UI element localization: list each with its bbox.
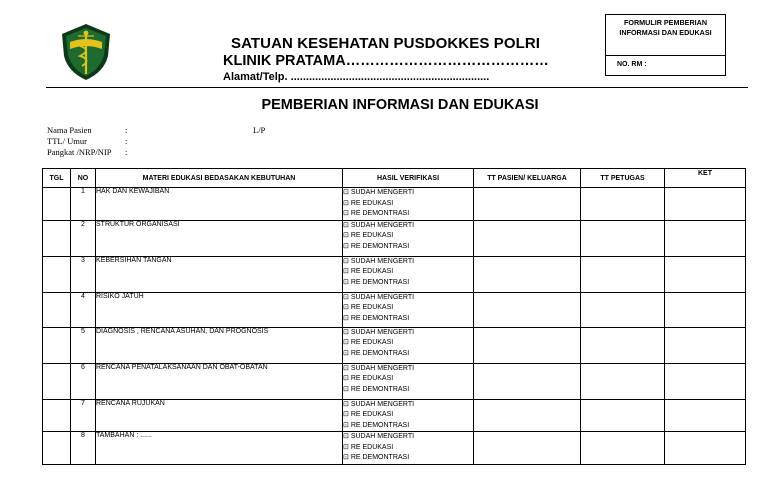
verification-options [343,432,474,465]
institution-title: SATUAN KESEHATAN PUSDOKKES POLRI [231,35,541,52]
verification-option[interactable]: ⊡ RE DEMONTRASI [343,421,410,429]
verification-option-label: SUDAH MENGERTI [350,364,415,372]
verification-option-label: RE DEMONTRASI [350,278,410,286]
verification-options [343,363,474,399]
header-tgl: TGL [43,169,71,188]
verification-option-label: SUDAH MENGERTI [350,257,415,265]
table-header-row [43,169,746,188]
row-number: 4 [71,292,96,327]
colon: : [125,125,128,135]
verification-option-label: SUDAH MENGERTI [350,328,415,336]
header-divider [46,87,748,88]
verification-option[interactable]: ⊡ RE DEMONTRASI [343,278,410,286]
rank-nrp-nip-label: Pangkat /NRP/NIP [47,147,112,157]
verification-option[interactable]: ⊡ SUDAH MENGERTI [343,189,415,196]
verification-option-label: SUDAH MENGERTI [350,400,415,408]
date-cell[interactable] [43,399,71,432]
verification-option[interactable]: ⊡ RE EDUKASI [343,232,394,239]
patient-signature-cell[interactable] [474,327,581,363]
rank-nrp-nip-field[interactable] [47,147,128,157]
date-cell[interactable] [43,188,71,221]
form-box-divider [606,55,725,56]
row-number: 3 [71,256,96,292]
education-topic: RISIKO JATUH [96,292,343,327]
verification-option-label: RE EDUKASI [350,304,394,311]
header-materi: MATERI EDUKASI BEDASAKAN KEBUTUHAN [96,169,343,188]
row-number: 2 [71,220,96,256]
clinic-name: KLINIK PRATAMA…………………………………… [223,53,549,69]
verification-option[interactable]: ⊡ RE EDUKASI [343,411,394,418]
verification-options [343,220,474,256]
verification-option-label: RE DEMONTRASI [350,385,410,393]
officer-signature-cell[interactable] [581,399,665,432]
verification-option[interactable]: ⊡ RE EDUKASI [343,375,394,382]
patient-name-field[interactable] [47,125,128,135]
verification-option[interactable]: ⊡ RE DEMONTRASI [343,210,410,217]
table-row [43,220,746,256]
verification-option[interactable]: ⊡ RE EDUKASI [343,339,394,346]
date-cell[interactable] [43,256,71,292]
gender-field[interactable]: L/P [253,125,266,135]
verification-option-label: RE DEMONTRASI [350,210,410,217]
verification-option-label: RE DEMONTRASI [350,421,410,429]
address-line: Alamat/Telp. ................................................................. [223,71,490,83]
patient-signature-cell[interactable] [474,256,581,292]
officer-signature-cell[interactable] [581,188,665,221]
verification-option-label: RE EDUKASI [350,375,394,382]
verification-option[interactable]: ⊡ RE DEMONTRASI [343,454,410,461]
officer-signature-cell[interactable] [581,292,665,327]
verification-option[interactable]: ⊡ RE EDUKASI [343,199,394,207]
table-row [43,292,746,327]
colon: : [125,147,128,157]
patient-signature-cell[interactable] [474,220,581,256]
row-number: 6 [71,363,96,399]
ttl-age-field[interactable] [47,136,128,146]
table-row [43,188,746,221]
education-topic: TAMBAHAN : ...... [96,432,343,465]
patient-name-label: Nama Pasien [47,125,92,135]
verification-option-label: RE EDUKASI [350,411,394,418]
table-row [43,327,746,363]
ttl-age-label: TTL/ Umur [47,136,87,146]
row-number: 5 [71,327,96,363]
verification-option-label: RE EDUKASI [350,268,394,275]
verification-option[interactable]: ⊡ SUDAH MENGERTI [343,293,415,301]
verification-option[interactable]: ⊡ SUDAH MENGERTI [343,433,415,440]
education-topic: KEBERSIHAN TANGAN [96,256,343,292]
form-id-box [605,14,726,76]
officer-signature-cell[interactable] [581,432,665,465]
officer-signature-cell[interactable] [581,220,665,256]
verification-option[interactable]: ⊡ SUDAH MENGERTI [343,400,415,408]
table-row [43,432,746,465]
verification-option[interactable]: ⊡ RE DEMONTRASI [343,385,410,393]
verification-option-label: SUDAH MENGERTI [350,293,415,301]
verification-option[interactable]: ⊡ RE DEMONTRASI [343,314,410,322]
verification-option-label: SUDAH MENGERTI [350,433,415,440]
verification-option[interactable]: ⊡ SUDAH MENGERTI [343,328,415,336]
date-cell[interactable] [43,292,71,327]
table-body [43,188,746,465]
verification-option-label: RE EDUKASI [350,443,394,451]
verification-option-label: SUDAH MENGERTI [350,221,415,229]
notes-cell[interactable] [665,432,746,465]
education-topic: DIAGNOSIS , RENCANA ASUHAN, DAN PROGNOSIS [96,327,343,363]
education-topic: HAK DAN KEWAJIBAN [96,188,343,221]
verification-options [343,292,474,327]
date-cell[interactable] [43,363,71,399]
header-no: NO [71,169,96,188]
notes-cell[interactable] [665,292,746,327]
verification-option-label: RE EDUKASI [350,339,394,346]
verification-options [343,256,474,292]
patient-signature-cell[interactable] [474,399,581,432]
education-topic: RENCANA RUJUKAN [96,399,343,432]
verification-option-label: RE EDUKASI [350,232,394,239]
form-title: FORMULIR PEMBERIAN INFORMASI DAN EDUKASI [619,18,712,37]
verification-option[interactable]: ⊡ RE EDUKASI [343,268,394,275]
date-cell[interactable] [43,432,71,465]
verification-options [343,327,474,363]
notes-cell[interactable] [665,327,746,363]
education-topic: STRUKTUR ORGANISASI [96,220,343,256]
verification-options [343,188,474,221]
medical-record-number-field[interactable]: NO. RM : [617,61,647,68]
table-row [43,363,746,399]
verification-option[interactable]: ⊡ RE EDUKASI [343,304,394,311]
verification-option-label: SUDAH MENGERTI [350,189,415,196]
verification-option-label: RE DEMONTRASI [350,349,410,357]
verification-option[interactable]: ⊡ SUDAH MENGERTI [343,364,415,372]
education-table [42,168,746,465]
header-ket: KET [665,169,746,188]
pusdokkes-polri-emblem [58,22,114,82]
officer-signature-cell[interactable] [581,327,665,363]
verification-option-label: RE DEMONTRASI [350,314,410,322]
notes-cell[interactable] [665,363,746,399]
notes-cell[interactable] [665,188,746,221]
patient-signature-cell[interactable] [474,363,581,399]
patient-signature-cell[interactable] [474,292,581,327]
date-cell[interactable] [43,327,71,363]
verification-option[interactable]: ⊡ SUDAH MENGERTI [343,257,415,265]
row-number: 7 [71,399,96,432]
officer-signature-cell[interactable] [581,363,665,399]
verification-options [343,399,474,432]
document-title: PEMBERIAN INFORMASI DAN EDUKASI [261,97,539,113]
verification-option[interactable]: ⊡ SUDAH MENGERTI [343,221,415,229]
verification-option[interactable]: ⊡ RE DEMONTRASI [343,242,410,250]
notes-cell[interactable] [665,220,746,256]
header-hasil-verifikasi: HASIL VERIFIKASI [343,169,474,188]
table-row [43,399,746,432]
colon: : [125,136,128,146]
verification-option-label: RE EDUKASI [350,199,394,207]
patient-signature-cell[interactable] [474,432,581,465]
header-tt-petugas: TT PETUGAS [581,169,665,188]
header-tt-pasien: TT PASIEN/ KELUARGA [474,169,581,188]
notes-cell[interactable] [665,256,746,292]
verification-option[interactable]: ⊡ RE DEMONTRASI [343,349,410,357]
officer-signature-cell[interactable] [581,256,665,292]
row-number: 8 [71,432,96,465]
patient-signature-cell[interactable] [474,188,581,221]
table-row [43,256,746,292]
date-cell[interactable] [43,220,71,256]
verification-option-label: RE DEMONTRASI [350,242,410,250]
notes-cell[interactable] [665,399,746,432]
education-topic: RENCANA PENATALAKSANAAN DAN OBAT-OBATAN [96,363,343,399]
row-number: 1 [71,188,96,221]
verification-option[interactable]: ⊡ RE EDUKASI [343,443,394,451]
verification-option-label: RE DEMONTRASI [350,454,410,461]
